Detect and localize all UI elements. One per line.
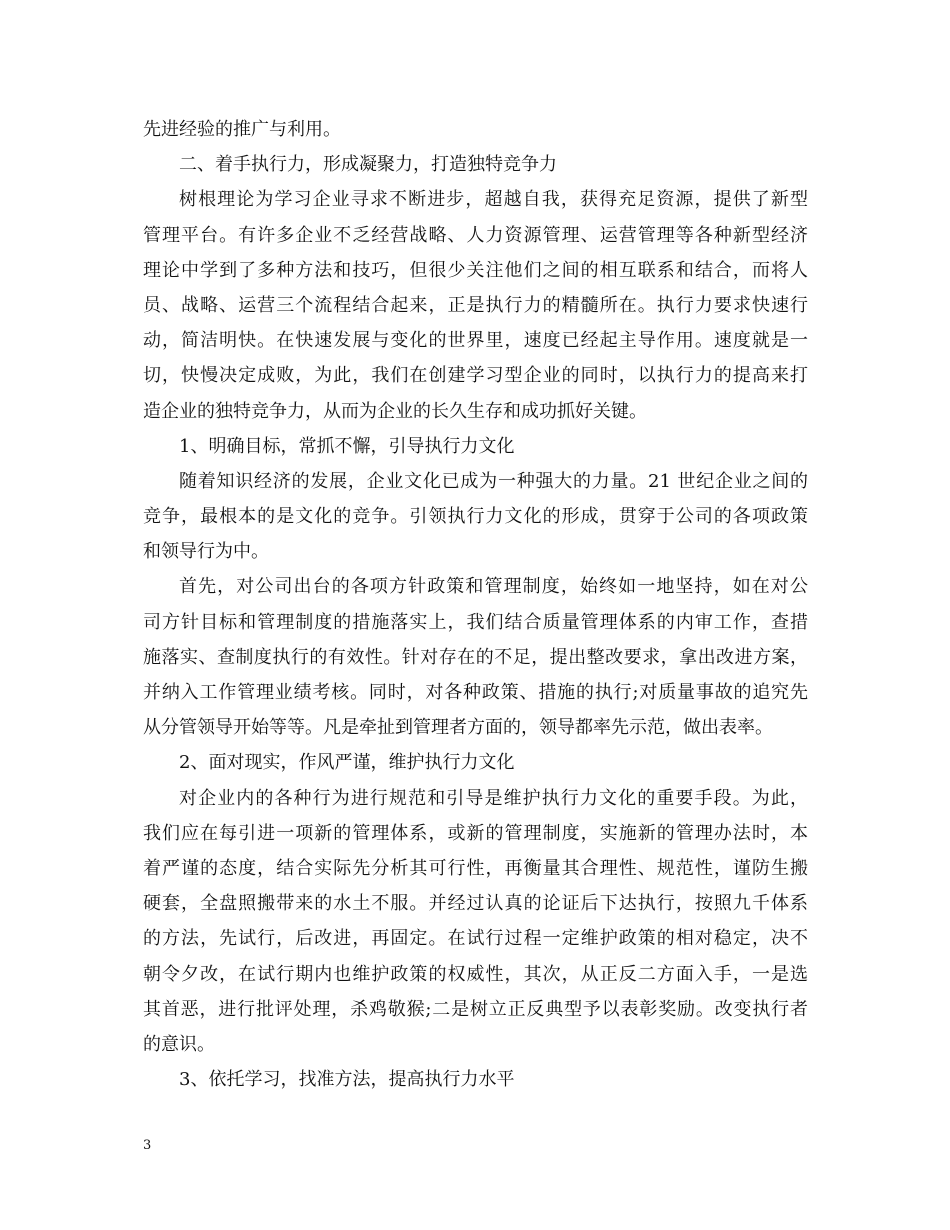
text-line: 从分管领导开始等等。凡是牵扯到管理者方面的，领导都率先示范，做出表率。 [143, 717, 773, 739]
text-line: 的意识。 [143, 1033, 215, 1055]
text-line: 员、战略、运营三个流程结合起来，正是执行力的精髓所在。执行力要求快速行 [143, 294, 808, 316]
text-line: 切，快慢决定成败，为此，我们在创建学习型企业的同时，以执行力的提高来打 [143, 365, 808, 387]
text-line: 的方法，先试行，后改进，再固定。在试行过程一定维护政策的相对稳定，决不 [143, 928, 808, 950]
text-line: 施落实、查制度执行的有效性。针对存在的不足，提出整改要求，拿出改进方案， [143, 646, 808, 668]
text-line: 并纳入工作管理业绩考核。同时，对各种政策、措施的执行;对质量事故的追究先 [143, 682, 808, 703]
text-line: 动，简洁明快。在快速发展与变化的世界里，速度已经起主导作用。速度就是一 [143, 330, 808, 352]
subsection-heading: 2、面对现实，作风严谨，维护执行力文化 [179, 752, 515, 774]
text-line: 先进经验的推广与利用。 [143, 119, 341, 140]
subsection-heading: 1、明确目标，常抓不懈，引导执行力文化 [179, 435, 515, 457]
subsection-heading: 3、依托学习，找准方法，提高执行力水平 [179, 1069, 515, 1091]
text-line: 理论中学到了多种方法和技巧，但很少关注他们之间的相互联系和结合，而将人 [143, 259, 808, 281]
text-line: 随着知识经济的发展，企业文化已成为一种强大的力量。21 世纪企业之间的 [179, 470, 808, 492]
text-line: 我们应在每引进一项新的管理体系，或新的管理制度，实施新的管理办法时，本 [143, 822, 808, 844]
section-heading: 二、着手执行力，形成凝聚力，打造独特竞争力 [179, 154, 557, 176]
text-line: 朝令夕改，在试行期内也维护政策的权威性，其次，从正反二方面入手，一是选 [143, 963, 808, 985]
text-line: 管理平台。有许多企业不乏经营战略、人力资源管理、运营管理等各种新型经济 [143, 224, 808, 246]
document-body [143, 112, 808, 1097]
page-number: 3 [143, 1138, 152, 1153]
text-line: 首先，对公司出台的各项方针政策和管理制度，始终如一地坚持，如在对公 [179, 576, 808, 598]
text-line: 竞争，最根本的是文化的竞争。引领执行力文化的形成，贯穿于公司的各项政策 [143, 506, 808, 528]
text-line: 硬套，全盘照搬带来的水土不服。并经过认真的论证后下达执行，按照九千体系 [143, 893, 808, 915]
text-line: 和领导行为中。 [143, 541, 269, 563]
text-line: 对企业内的各种行为进行规范和引导是维护执行力文化的重要手段。为此， [179, 787, 808, 809]
text-line: 造企业的独特竞争力，从而为企业的长久生存和成功抓好关键。 [143, 400, 647, 422]
text-line: 着严谨的态度，结合实际先分析其可行性，再衡量其合理性、规范性，谨防生搬 [143, 857, 808, 879]
text-line: 树根理论为学习企业寻求不断进步，超越自我，获得充足资源，提供了新型 [179, 189, 808, 211]
text-line: 司方针目标和管理制度的措施落实上，我们结合质量管理体系的内审工作，查措 [143, 611, 808, 633]
text-line: 其首恶，进行批评处理，杀鸡敬猴;二是树立正反典型予以表彰奖励。改变执行者 [143, 998, 808, 1020]
